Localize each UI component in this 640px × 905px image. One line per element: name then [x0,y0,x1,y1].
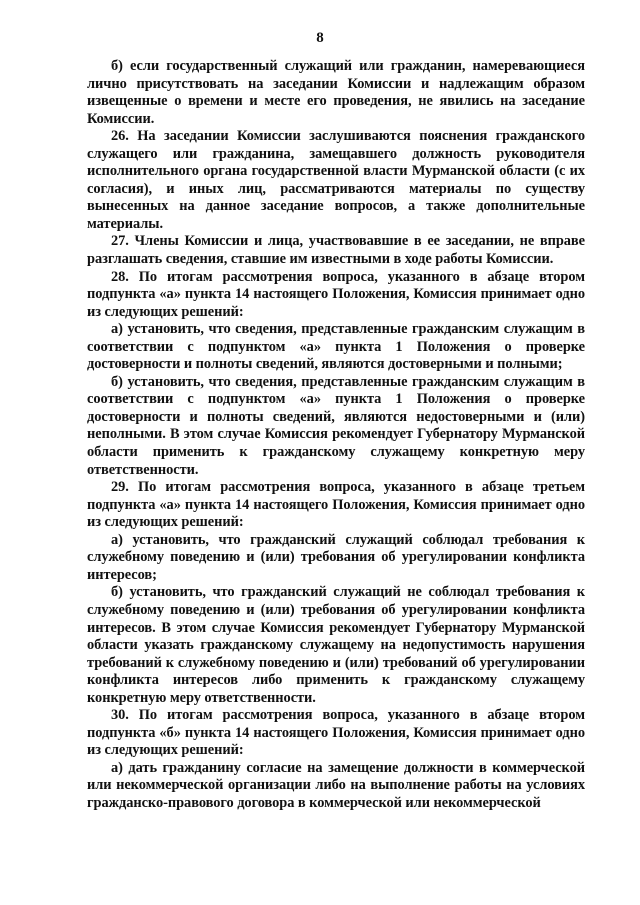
paragraph-25b: б) если государственный служащий или гражданин, намеревающиеся лично присутствовать на заседании Комиссии и надлежащим образом извещенные о времени и месте его проведения, не явились на заседание Комиссии. [87,58,585,127]
paragraph-27: 27. Члены Комиссии и лица, участвовавшие в ее заседании, не вправе разглашать сведения, ставшие им известными в ходе работы Комиссии. [87,233,585,268]
paragraph-28a: а) установить, что сведения, представленные гражданским служащим в соответствии с подпунктом «а» пункта 1 Положения о проверке достоверности и полноты сведений, являются достоверными и полными; [87,321,585,373]
paragraph-30a: а) дать гражданину согласие на замещение должности в коммерческой или некоммерческой организации либо на выполнение работы на условиях гражданско-правового договора в коммерческой или некоммерческой [87,759,585,811]
document-body [87,58,585,813]
paragraph-28b: б) установить, что сведения, представленные гражданским служащим в соответствии с подпунктом «а» пункта 1 Положения о проверке достоверности и полноты сведений, являются недостоверными и (или) неполными. В этом случае Комиссия рекомендует Губернатору Мурманской области применить к гражданскому служащему конкретную меру ответственности. [87,373,585,478]
paragraph-29: 29. По итогам рассмотрения вопроса, указанного в абзаце третьем подпункта «а» пункта 14 настоящего Положения, Комиссия принимает одно из следующих решений: [87,479,585,531]
paragraph-29a: а) установить, что гражданский служащий соблюдал требования к служебному поведению и (или) требования об урегулировании конфликта интересов; [87,531,585,583]
page-number: 8 [316,30,324,46]
paragraph-30: 30. По итогам рассмотрения вопроса, указанного в абзаце втором подпункта «б» пункта 14 настоящего Положения, Комиссия принимает одно из следующих решений: [87,707,585,759]
paragraph-29b: б) установить, что гражданский служащий не соблюдал требования к служебному поведению и (или) требования об урегулировании конфликта интересов. В этом случае Комиссия рекомендует Губернатору Мурманской области указать гражданскому служащему на недопустимость нарушения требований к служебному поведению и (или) требований об урегулировании конфликта интересов либо применить к гражданскому служащему конкретную меру ответственности. [87,584,585,706]
paragraph-26: 26. На заседании Комиссии заслушиваются пояснения гражданского служащего или гражданина, замещавшего должность руководителя исполнительного органа государственной власти Мурманской области (с их согласия), и иных лиц, рассматриваются материалы по существу вынесенных на данное заседание вопросов, а также дополнительные материалы. [87,128,585,232]
paragraph-28: 28. По итогам рассмотрения вопроса, указанного в абзаце втором подпункта «а» пункта 14 настоящего Положения, Комиссия принимает одно из следующих решений: [87,268,585,320]
